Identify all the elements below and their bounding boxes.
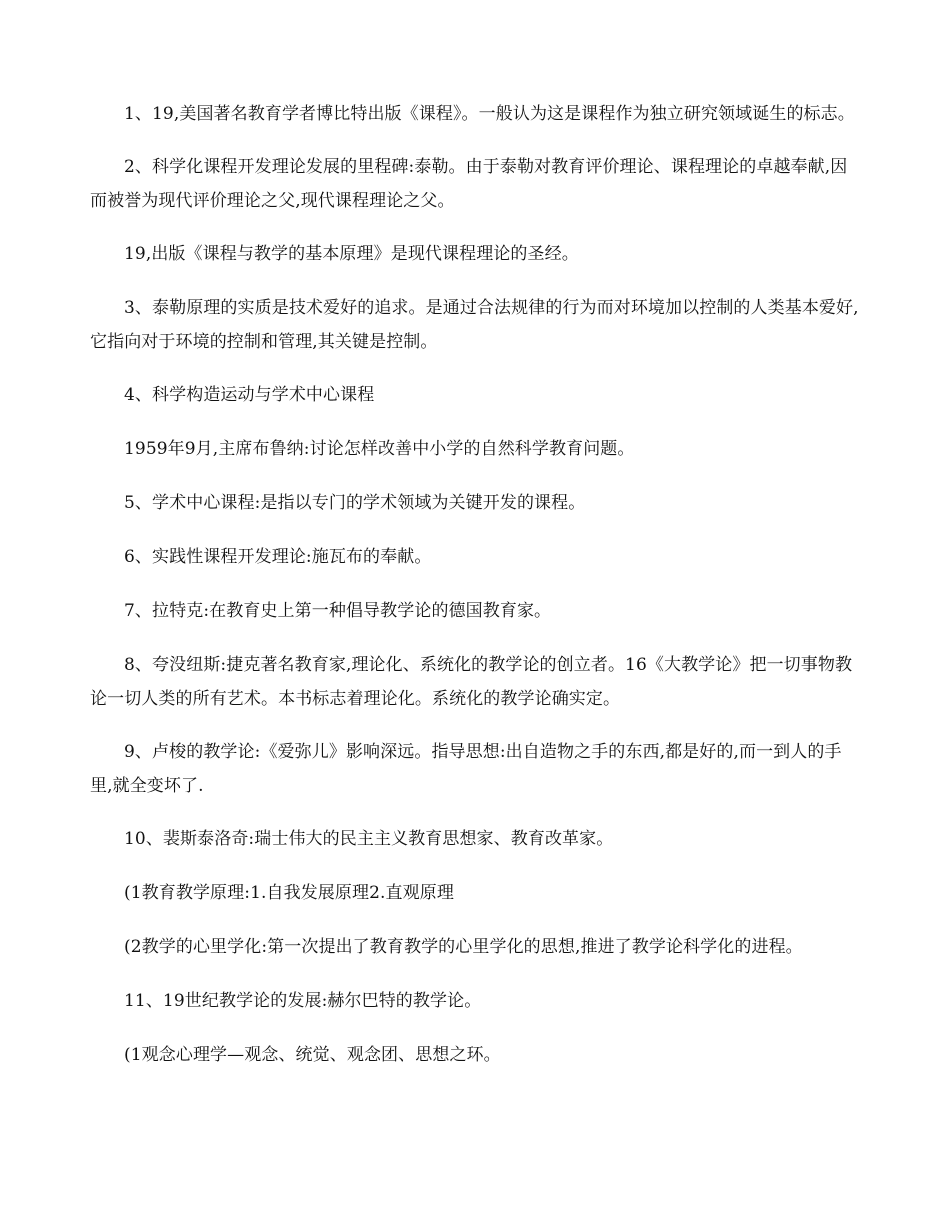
paragraph-4: 3、泰勒原理的实质是技术爱好的追求。是通过合法规律的行为而对环境加以控制的人类基本爱好,它指向对于环境的控制和管理,其关键是控制。 <box>90 298 859 352</box>
paragraph-15: 11、19世纪教学论的发展:赫尔巴特的教学论。 <box>124 991 482 1011</box>
paragraph-1: 1、19,美国著名教育学者博比特出版《课程》。一般认为这是课程作为独立研究领域诞生的标志。 <box>124 104 855 124</box>
paragraph-10: 8、夸没纽斯:捷克著名教育家,理论化、系统化的教学论的创立者。16《大教学论》把一切事物教论一切人类的所有艺术。本书标志着理论化。系统化的教学论确实定。 <box>90 655 853 709</box>
paragraph-8: 6、实践性课程开发理论:施瓦布的奉献。 <box>124 547 432 567</box>
paragraph-6: 1959年9月,主席布鲁纳:讨论怎样改善中小学的自然科学教育问题。 <box>124 439 635 459</box>
paragraph-11: 9、卢梭的教学论:《爱弥儿》影响深远。指导思想:出自造物之手的东西,都是好的,而一到人的手里,就全变坏了. <box>90 742 842 796</box>
document-body <box>90 97 863 1092</box>
paragraph-7: 5、学术中心课程:是指以专门的学术领域为关键开发的课程。 <box>124 493 586 513</box>
paragraph-3: 19,出版《课程与教学的基本原理》是现代课程理论的圣经。 <box>124 244 579 264</box>
paragraph-14: (2教学的心里学化:第一次提出了教育教学的心里学化的思想,推进了教学论科学化的进程。 <box>124 937 803 957</box>
paragraph-13: (1教育教学原理:1.自我发展原理2.直观原理 <box>124 883 454 903</box>
paragraph-9: 7、拉特克:在教育史上第一种倡导教学论的德国教育家。 <box>124 601 552 621</box>
paragraph-5: 4、科学构造运动与学术中心课程 <box>124 385 375 405</box>
paragraph-16: (1观念心理学—观念、统觉、观念团、思想之环。 <box>124 1045 501 1065</box>
paragraph-2: 2、科学化课程开发理论发展的里程碑:泰勒。由于泰勒对教育评价理论、课程理论的卓越奉献,因而被誉为现代评价理论之父,现代课程理论之父。 <box>90 157 848 211</box>
paragraph-12: 10、裴斯泰洛奇:瑞士伟大的民主主义教育思想家、教育改革家。 <box>124 829 614 849</box>
